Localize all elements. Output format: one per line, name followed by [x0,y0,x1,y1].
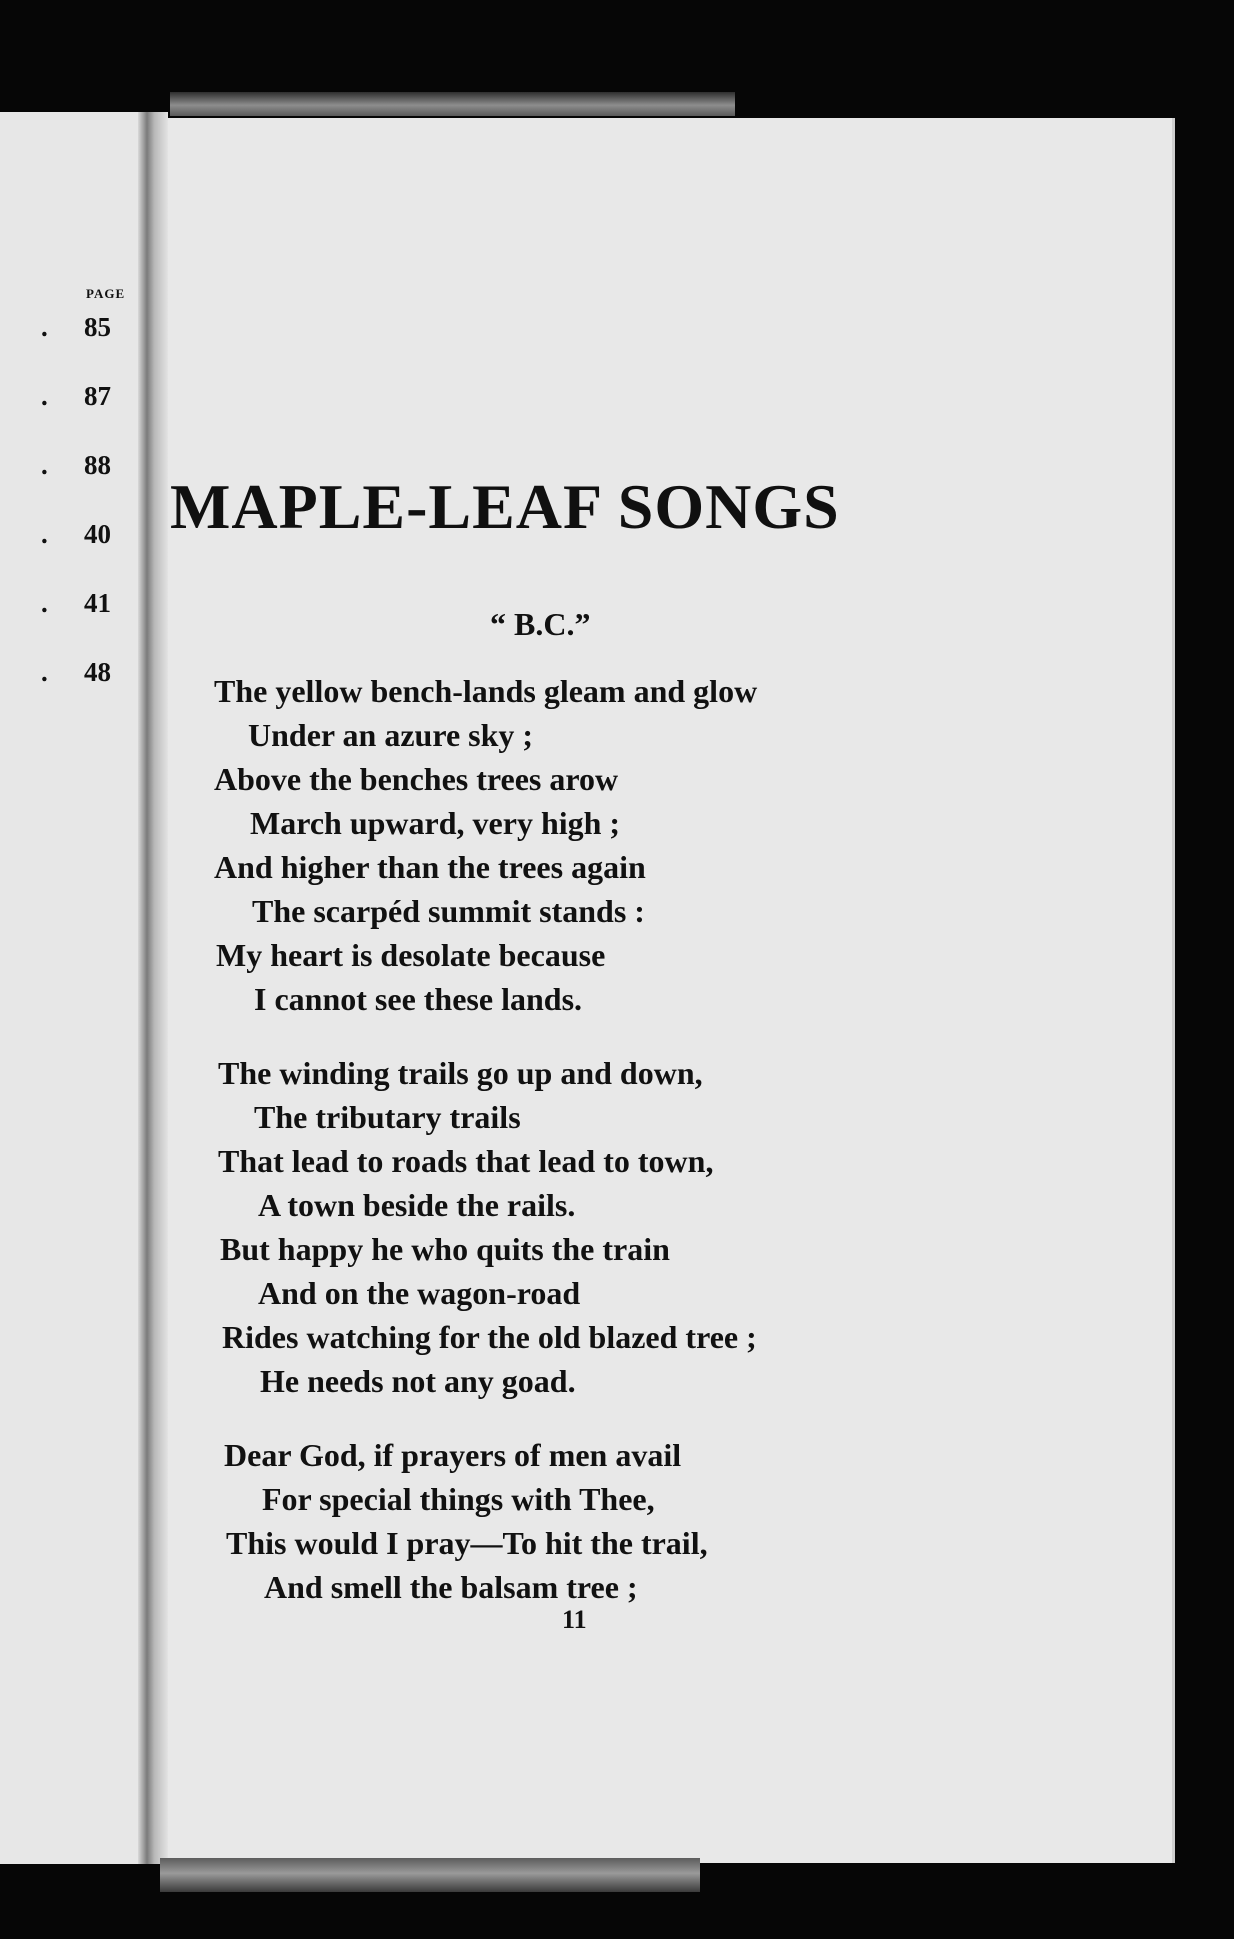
toc-leader-dot: . [41,381,48,411]
poem-line: A town beside the rails. [258,1187,576,1223]
toc-leader-dot: . [41,657,48,687]
poem-title: “ B.C.” [490,606,591,642]
poem-line: And on the wagon-road [258,1275,581,1311]
poem-line: I cannot see these lands. [254,981,583,1017]
poem-line: Under an azure sky ; [248,717,534,753]
poem-line: My heart is desolate because [216,937,606,973]
poem-line: The winding trails go up and down, [218,1055,703,1091]
toc-entry [0,657,140,697]
toc-leader-dot: . [41,450,48,480]
scan-border-bottom [160,1858,700,1892]
book-gutter [138,112,168,1864]
table-of-contents-fragment [0,0,140,760]
toc-entry [0,312,140,352]
poem-line: That lead to roads that lead to town, [218,1143,714,1179]
toc-leader-dot: . [41,519,48,549]
toc-page-header: PAGE [86,286,126,301]
toc-page-number: 85 [84,312,111,342]
toc-page-number: 87 [84,381,111,411]
poem-line: The yellow bench-lands gleam and glow [214,673,758,709]
toc-page-number: 40 [84,519,111,549]
poem-line: Rides watching for the old blazed tree ; [222,1319,757,1355]
toc-entry [0,450,140,490]
toc-entry [0,519,140,559]
toc-leader-dot: . [41,312,48,342]
poem-line: But happy he who quits the train [220,1231,670,1267]
toc-page-number: 88 [84,450,111,480]
toc-page-number: 41 [84,588,111,618]
poem-line: Dear God, if prayers of men avail [224,1437,682,1473]
toc-page-number: 48 [84,657,111,687]
poem-line: March upward, very high ; [250,805,621,841]
poem-line: And smell the balsam tree ; [264,1569,638,1605]
toc-entry [0,381,140,421]
page-number: 11 [562,1605,587,1634]
poem-line: He needs not any goad. [260,1363,576,1399]
poem-line: For special things with Thee, [262,1481,655,1517]
poem-line: This would I pray—To hit the trail, [226,1525,708,1561]
poem-line: The tributary trails [254,1099,521,1135]
scan-border-top [170,92,735,116]
poem-line: The scarpéd summit stands : [252,893,645,929]
section-title: MAPLE-LEAF SONGS [170,471,840,542]
poem-line: Above the benches trees arow [214,761,619,797]
toc-leader-dot: . [41,588,48,618]
poem-line: And higher than the trees again [214,849,646,885]
toc-entry [0,588,140,628]
